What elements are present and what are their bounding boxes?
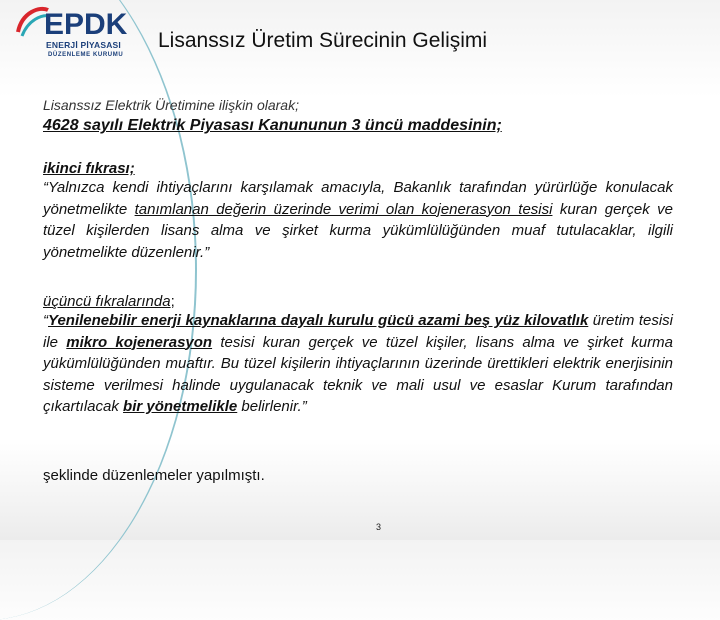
section1-text-1: “Yalnızca kendi ihtiyaçlarını karşılamak amacıyla, Bakanlık tarafından yürürlüğe konulacak yönetmelikte — [43, 179, 673, 218]
section2-heading-underlined: üçüncü fıkralarında — [43, 293, 171, 310]
intro-block — [43, 97, 673, 135]
section2-text-2: tesisi kuran gerçek ve tüzel kişiler, lisans alma ve şirket kurma yükümlülüğünden muaftır. Bu tüzel kişilerin ihtiyaçlarının üzerinde ürettikleri elektrik enerjisinin sisteme verilmesi halinde uygulanacak teknik ve mali usul ve esaslar Kurum tarafından çıkartılacak — [43, 333, 673, 415]
logo-name: ENERJİ PİYASASI — [46, 40, 121, 50]
section2-underlined-3: bir yönetmelikle — [123, 398, 238, 415]
section1-underlined-term: tanımlanan değerin üzerinde verimi olan kojenerasyon tesisi — [134, 200, 553, 218]
section-second-paragraph — [43, 160, 673, 263]
section2-text-1: üretim tesisi ile — [43, 312, 673, 351]
section1-text-2: kuran gerçek ve tüzel kişilerden lisans alma ve şirket kurma yükümlülüğünden muaf tutulacaklar, ilgili yönetmelikte düzenlenir.” — [43, 200, 673, 261]
logo-mark-text: EPDK — [44, 8, 128, 41]
section-third-paragraph — [43, 293, 673, 418]
epdk-logo — [14, 2, 136, 62]
intro-text: Lisanssız Elektrik Üretimine ilişkin olarak; — [43, 97, 299, 113]
page-number: 3 — [376, 522, 382, 532]
section2-open-quote: “ — [43, 312, 48, 329]
section2-underlined-1: Yenilenebilir enerji kaynaklarına dayalı kurulu gücü azami beş yüz kilovatlık — [48, 312, 589, 329]
section2-text-3: belirlenir.” — [237, 398, 307, 415]
section2-underlined-2: mikro kojenerasyon — [66, 333, 213, 351]
closing-text: şeklinde düzenlemeler yapılmıştı. — [43, 467, 265, 484]
section2-heading-rest: ; — [170, 293, 175, 310]
section1-heading: ikinci fıkrası; — [43, 160, 135, 177]
section2-body — [43, 310, 673, 418]
section1-body — [43, 177, 673, 263]
slide-title: Lisanssız Üretim Sürecinin Gelişimi — [158, 29, 488, 52]
law-headline: 4628 sayılı Elektrik Piyasası Kanununun 3 üncü maddesinin; — [43, 117, 502, 134]
section2-heading — [43, 293, 673, 310]
logo-subtitle: DÜZENLEME KURUMU — [48, 52, 124, 58]
epdk-logo-mark — [14, 2, 136, 42]
